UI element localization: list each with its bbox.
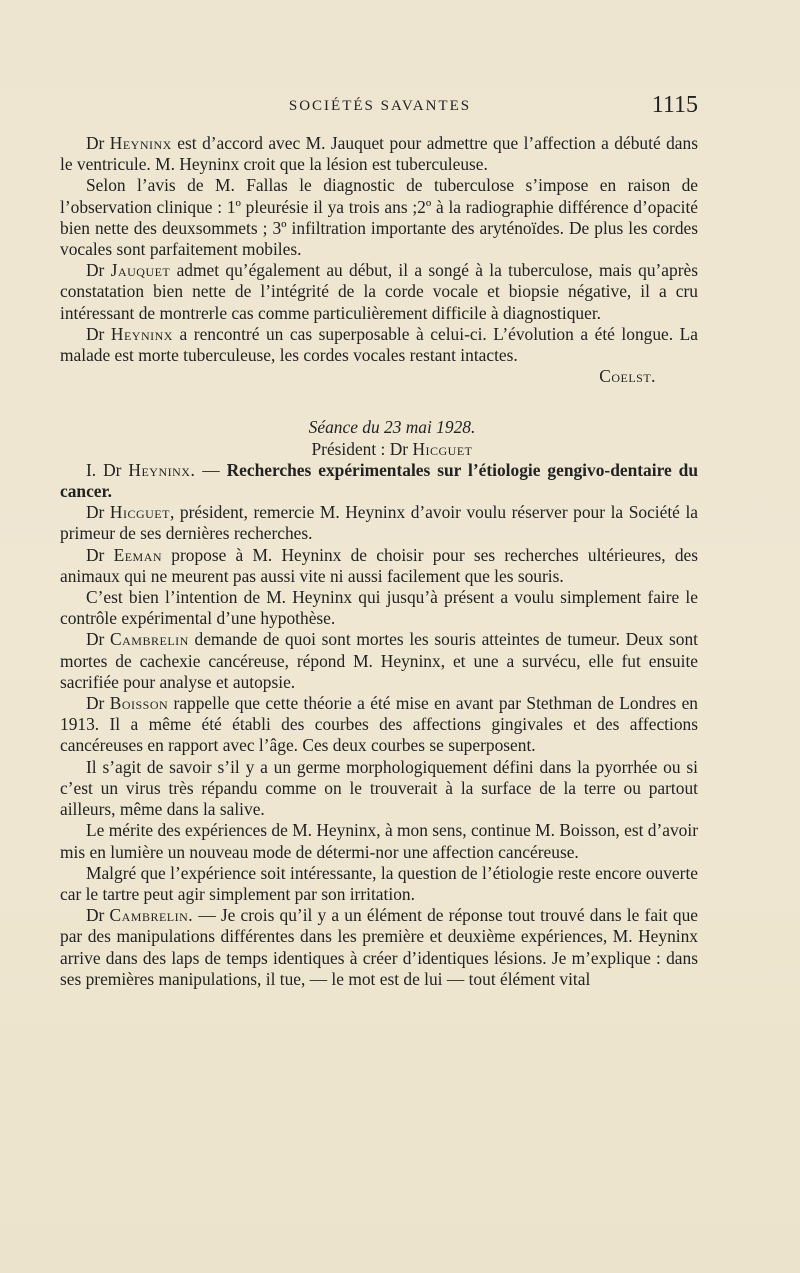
title-prefix: Dr <box>86 629 111 650</box>
paragraph-5 <box>60 502 698 544</box>
title-prefix: Dr <box>86 260 111 281</box>
title-prefix: Dr <box>86 544 114 565</box>
paragraph-11: Le mérite des expériences de M. Heyninx, à mon sens, continue M. Boisson, est d’avoir mis en lumière un nouveau mode de détermi-nor une affection cancéreuse. <box>60 820 698 862</box>
speaker-name: Boisson <box>109 693 169 714</box>
paragraph-text: demande de quoi sont mortes les souris atteintes de tumeur. Deux sont mortes de cachexie cancéreuse, répond M. Heyninx, et une a survécu, elle fut ensuite sacrifiée pour analyse et autopsie. <box>60 629 698 692</box>
paragraph-4 <box>60 324 698 366</box>
paragraph-text: est d’accord avec M. Jauquet pour admettre que l’affection a débuté dans le ventricule. M. Heyninx croit que la lésion est tuberculeuse. <box>60 133 698 175</box>
title-prefix: Dr <box>86 502 110 523</box>
paragraph-12: Malgré que l’expérience soit intéressante, la question de l’étiologie reste encore ouverte car le tartre peut agir simplement par son irritation. <box>60 862 698 904</box>
page-number: 1115 <box>651 92 698 118</box>
speaker-name: Jauquet <box>110 260 171 281</box>
item-title: Recherches expérimentales sur l’étiologie gengivo-dentaire du cancer. <box>60 459 698 502</box>
item-speaker: Heyninx. <box>128 459 196 480</box>
paragraph-text: rappelle que cette théorie a été mise en avant par Stethman de Londres en 1913. Il a même été établi des courbes des affections gingivales et des affections cancéreuses en rapport avec l’âge. Ces deux courbes se superposent. <box>60 693 699 756</box>
paragraph-8 <box>60 629 698 693</box>
title-prefix: Dr <box>86 323 111 344</box>
signature: Coelst. <box>599 366 656 387</box>
speaker-name: Hicguet <box>109 502 170 523</box>
paragraph-text: , président, remercie M. Heyninx d’avoir voulu réserver pour la Société la primeur de ses dernières recherches. <box>60 502 698 544</box>
title-prefix: Dr <box>86 905 110 926</box>
item-prefix: I. Dr <box>86 459 129 480</box>
speaker-name: Cambrelin. <box>109 905 194 926</box>
speaker-name: Cambrelin <box>110 629 189 650</box>
title-prefix: Dr <box>86 133 110 153</box>
body-text <box>60 133 698 990</box>
speaker-name: Eeman <box>113 544 163 565</box>
paragraph-text: a rencontré un cas superposable à celui-ci. L’évolution a été longue. La malade est morte tuberculeuse, les cordes vocales restant intactes. <box>60 323 699 366</box>
running-head-title: SOCIÉTÉS SAVANTES <box>288 98 472 114</box>
section-gap <box>60 387 698 417</box>
president-label: Président : Dr <box>311 438 413 459</box>
paragraph-6 <box>60 545 698 587</box>
speaker-name: Heyninx <box>110 323 173 344</box>
paragraph-1 <box>60 133 698 175</box>
paragraph-text: admet qu’également au début, il a songé à la tuberculose, mais qu’après constatation bien nette de l’intégrité de la corde vocale et biopsie négative, il a cru intéressant de montrerle cas comme particulièrement difficile à diagnostiquer. <box>60 260 698 323</box>
paragraph-9 <box>60 693 698 757</box>
paragraph-text: propose à M. Heyninx de choisir pour ses recherches ultérieures, des animaux qui ne meurent pas aussi vite ni aussi facilement que les souris. <box>60 544 699 586</box>
session-heading: Séance du 23 mai 1928. <box>308 417 476 438</box>
speaker-name: Heyninx <box>109 133 172 153</box>
paragraph-3 <box>60 260 698 324</box>
paragraph-7: C’est bien l’intention de M. Heyninx qui jusqu’à présent a voulu simplement faire le contrôle expérimental d’une hypothèse. <box>60 587 698 629</box>
item-dash: — <box>195 459 227 480</box>
paragraph-10: Il s’agit de savoir s’il y a un germe morphologiquement défini dans la pyorrhée ou si c’est un virus très répandu comme on le trouverait à la surface de la terre ou partout ailleurs, même dans la salive. <box>60 756 698 820</box>
paragraph-2: Selon l’avis de M. Fallas le diagnostic de tuberculose s’impose en raison de l’observation clinique : 1º pleurésie il ya trois ans ;2º à la radiographie différence d’opacité bien nette des deuxsommets ; 3º infiltration importante des aryténoïdes. De plus les cordes vocales sont parfaitement mobiles. <box>60 175 698 260</box>
president-line <box>60 439 698 460</box>
president-name: Hicguet <box>412 438 473 459</box>
running-head <box>60 92 700 122</box>
agenda-item <box>60 460 698 502</box>
paragraph-13 <box>60 905 698 990</box>
title-prefix: Dr <box>86 693 110 714</box>
paragraph-text: — Je crois qu’il y a un élément de réponse tout trouvé dans le fait que par des manipulations différentes dans les première et deuxième expériences, M. Heyninx arrive dans des laps de temps identiques à créer d’identiques lésions. Je m’explique : dans ses premières manipulations, il tue, — le mot est de lui — tout élément vital <box>60 905 698 989</box>
